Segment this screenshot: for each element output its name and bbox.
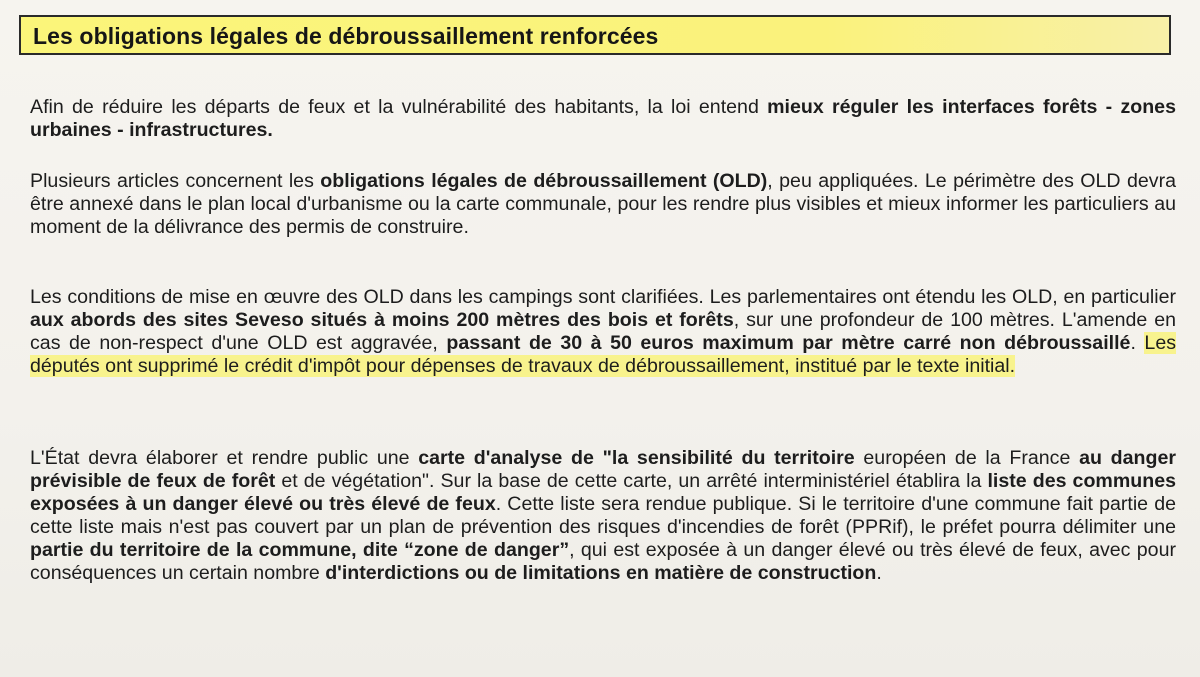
text-run: , sur une profondeur de 100 mètres. L'amende en cas de non-respect d'une OLD est aggravée, xyxy=(30,308,1176,354)
text-run: L'État devra élaborer et rendre public une xyxy=(30,446,419,469)
bold-text: carte d'analyse de "la sensibilité du territoire xyxy=(418,446,855,469)
highlighted-text: Les députés ont supprimé le crédit d'impôt pour dépenses de travaux de débroussaillement, institué par le texte initial. xyxy=(30,331,1177,377)
bold-text: d'interdictions ou de limitations en matière de construction xyxy=(325,561,877,584)
paragraph-4 xyxy=(30,447,1176,585)
text-run: et de végétation". Sur la base de cette carte, un arrêté interministériel établira la xyxy=(275,469,988,492)
text-run: , qui est exposée à un danger élevé ou très élevé de feux, avec pour conséquences un certain nombre xyxy=(30,538,1177,584)
bold-text: passant de 30 à 50 euros maximum par mètre carré non débroussaillé xyxy=(446,331,1131,354)
bold-text: liste des communes exposées à un danger élevé ou très élevé de feux xyxy=(30,469,1176,515)
text-run: Afin de réduire les départs de feux et la vulnérabilité des habitants, la loi entend xyxy=(30,95,768,118)
text-run: Plusieurs articles concernent les xyxy=(30,169,321,192)
text-run: . Cette liste sera rendue publique. Si le territoire d'une commune fait partie de cette liste mais n'est pas couvert par un plan de prévention des risques d'incendies de forêt (PPRif), le préfet pourra délimiter une xyxy=(30,492,1176,538)
paragraph-1 xyxy=(30,96,1176,142)
document-title: Les obligations légales de débroussaillement renforcées xyxy=(33,23,659,49)
bold-text: mieux réguler les interfaces forêts - zones urbaines - infrastructures. xyxy=(30,95,1176,141)
text-run: . xyxy=(876,561,882,584)
bold-text: aux abords des sites Seveso situés à moins 200 mètres des bois et forêts xyxy=(30,308,734,331)
text-run: européen de la France xyxy=(854,446,1080,469)
bold-text: partie du territoire de la commune, dite “zone de danger” xyxy=(30,538,570,561)
text-run: . xyxy=(1130,331,1145,354)
paragraph-2 xyxy=(30,170,1176,239)
bold-text: au danger prévisible de feux de forêt xyxy=(30,446,1176,492)
text-run: , peu appliquées. Le périmètre des OLD devra être annexé dans le plan local d'urbanisme ou la carte communale, pour les rendre plus visibles et mieux informer les particuliers au moment de la délivrance des permis de construire. xyxy=(30,169,1176,238)
paragraph-3 xyxy=(30,286,1176,378)
text-run: Les conditions de mise en œuvre des OLD dans les campings sont clarifiées. Les parlementaires ont étendu les OLD, en particulier xyxy=(30,285,1176,308)
bold-text: obligations légales de débroussaillement (OLD) xyxy=(320,169,768,192)
title-box xyxy=(19,15,1171,55)
